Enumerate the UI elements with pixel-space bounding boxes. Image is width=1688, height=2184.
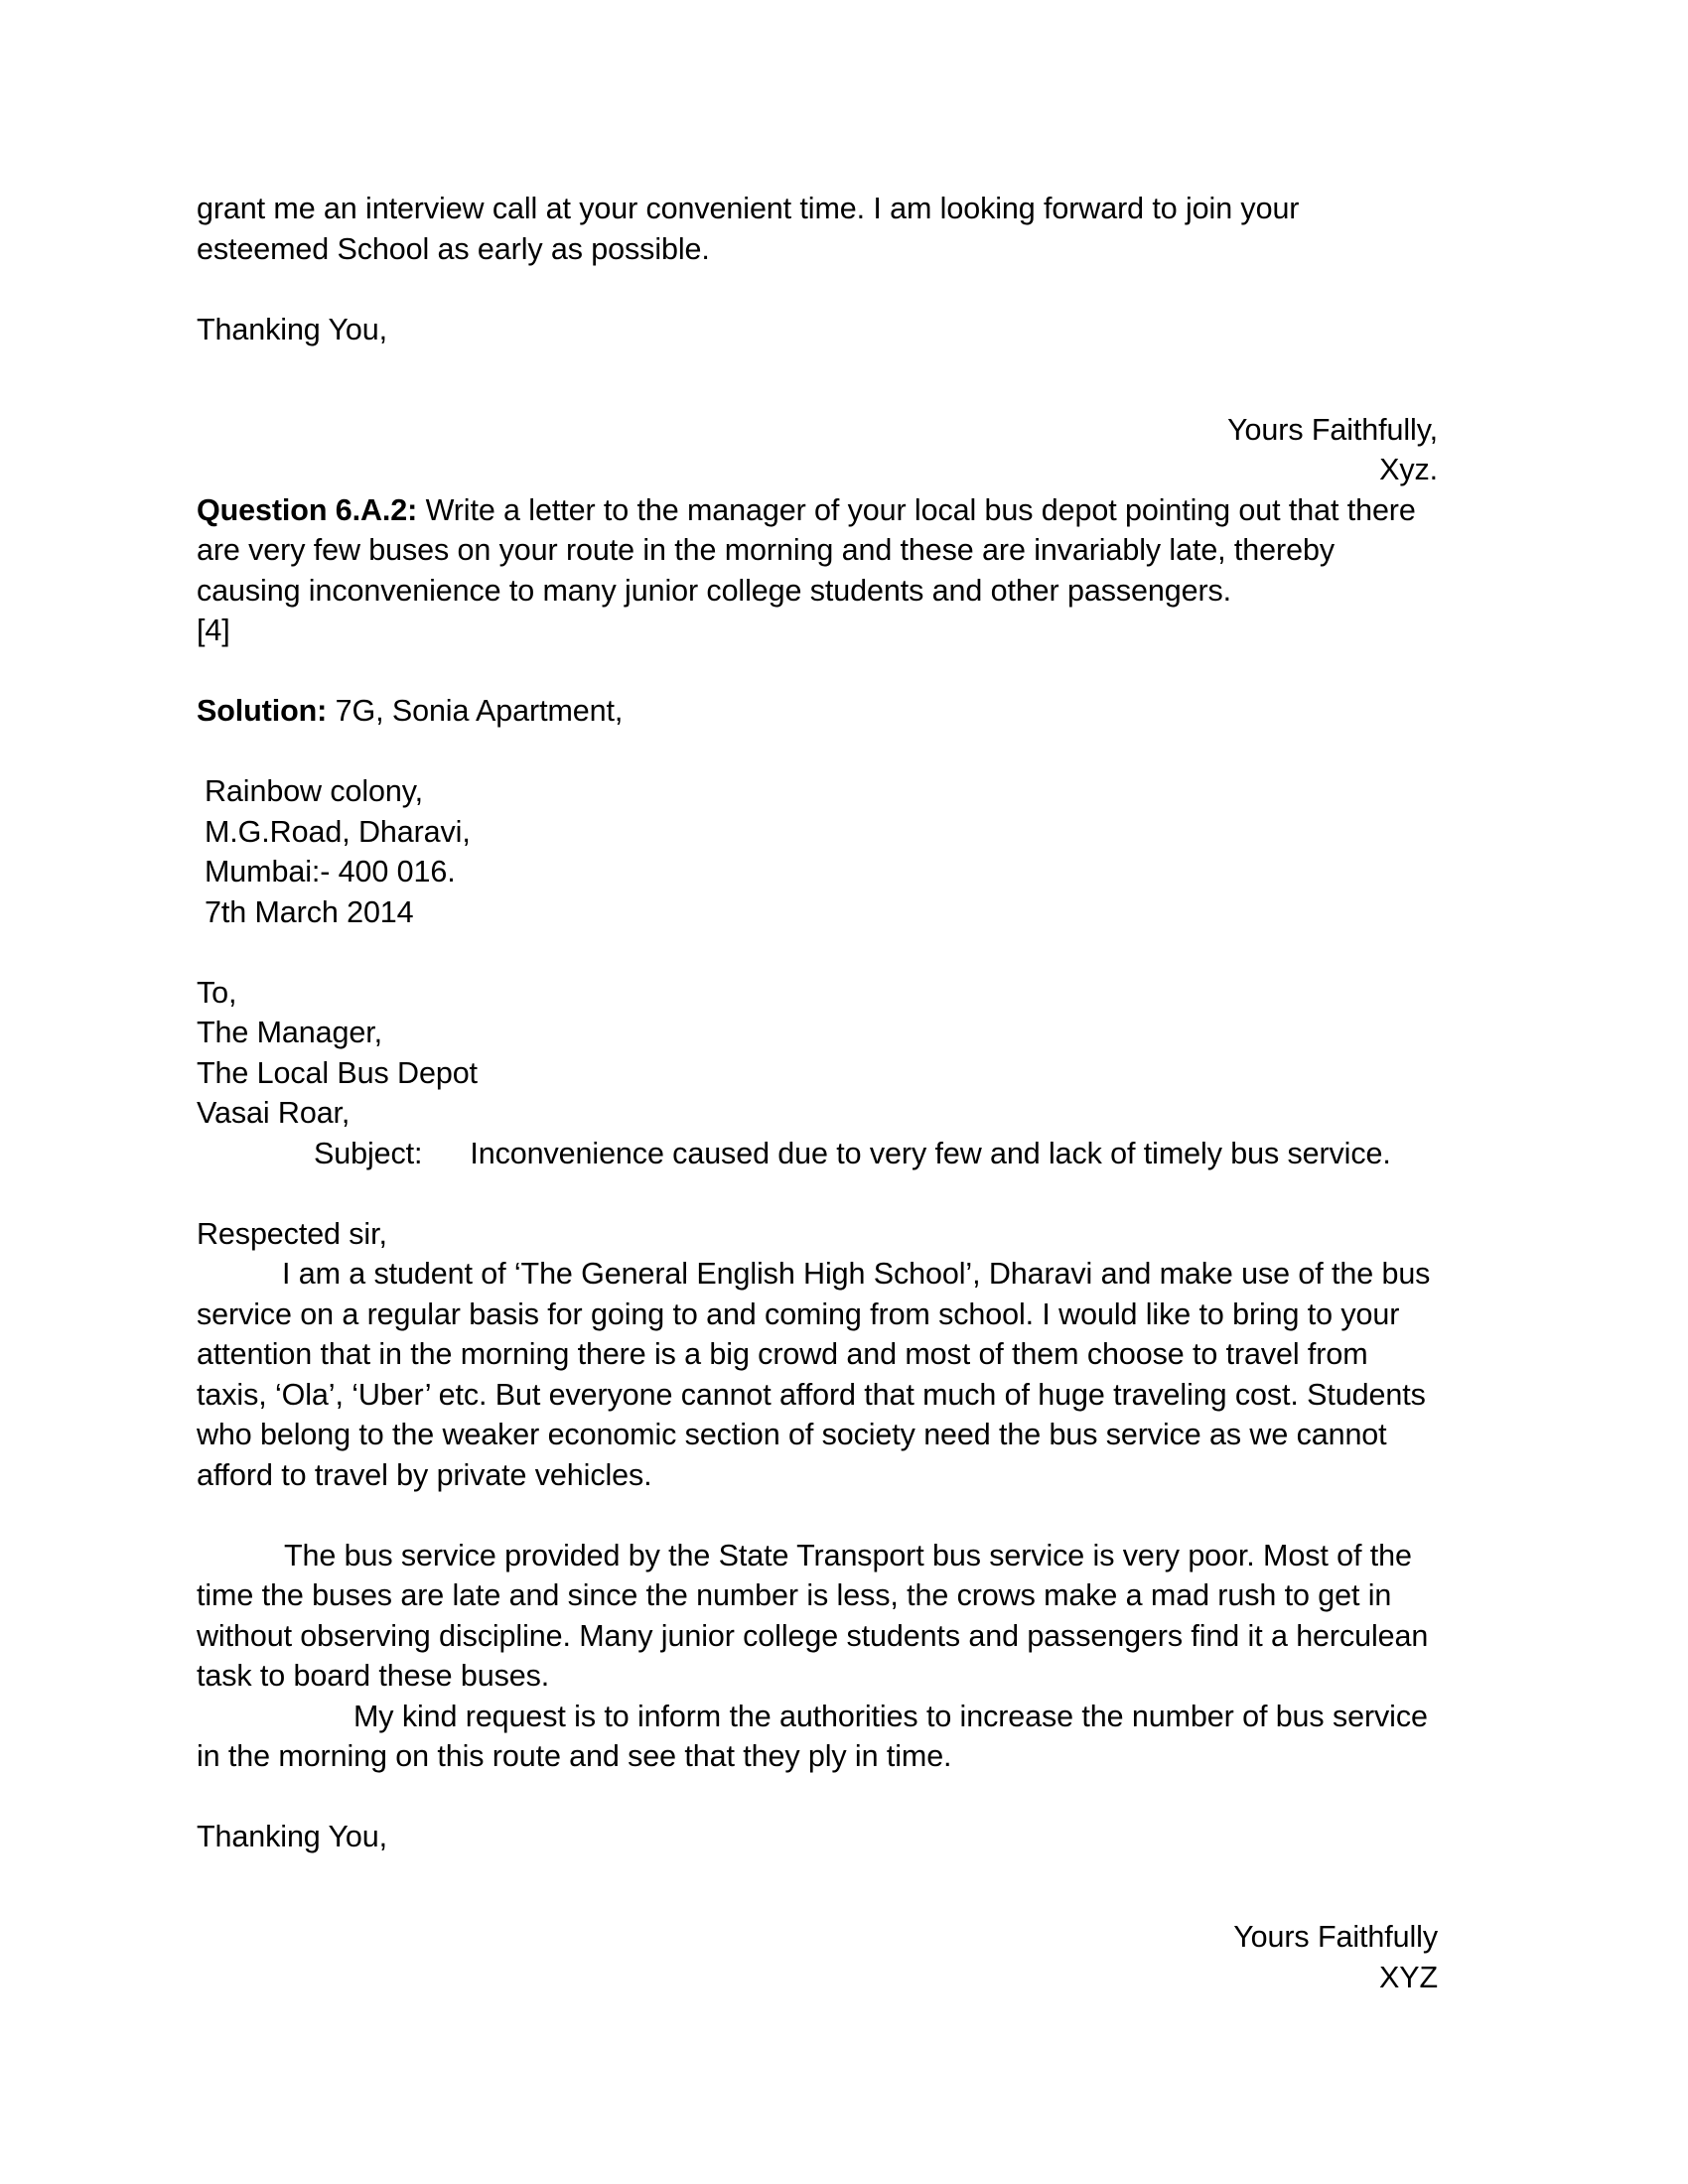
sender-address-line: M.G.Road, Dharavi,: [205, 814, 471, 849]
spacer: [197, 932, 1438, 973]
question-marks: [4]: [197, 614, 230, 647]
recipient-line: The Manager,: [197, 1016, 382, 1049]
previous-letter-thanking-line: Thanking You,: [197, 312, 388, 346]
solution-block: [197, 691, 1438, 732]
sender-address-line: Rainbow colony,: [205, 774, 424, 808]
spacer: [197, 1495, 1438, 1536]
salutation-line: Respected sir,: [197, 1216, 387, 1251]
spacer: [197, 1777, 1438, 1818]
previous-letter-closing-paragraph: grant me an interview call at your convenient time. I am looking forward to join your esteemed School as early as possible.: [197, 192, 1300, 266]
sender-date-line: 7th March 2014: [205, 894, 414, 929]
recipient-line: Vasai Roar,: [197, 1096, 351, 1130]
body-paragraph-1: [197, 1254, 1438, 1495]
body-paragraph-3: [197, 1697, 1438, 1777]
body-paragraph-3-text: My kind request is to inform the authorities to increase the number of bus service in the morning on this route and see that they ply in time.: [197, 1699, 1428, 1773]
spacer: [197, 1897, 1438, 1917]
question-block: [197, 490, 1438, 612]
closing-signature: XYZ: [1378, 1960, 1438, 1994]
body-paragraph-2-text: The bus service provided by the State Transport bus service is very poor. Most of the time the buses are late and since the number is less, the crows make a mad rush to get in without observing discipline. Many junior college students and passengers find it a herculean task to board these buses.: [197, 1538, 1429, 1693]
body-paragraph-2: [197, 1536, 1438, 1697]
previous-letter-signature: Xyz.: [1379, 453, 1438, 486]
sender-address-line: Mumbai:- 400 016.: [205, 855, 456, 888]
solution-sender-first-line: 7G, Sonia Apartment,: [327, 694, 624, 728]
recipient-line: To,: [197, 975, 237, 1010]
spacer: [197, 269, 1438, 310]
spacer: [197, 390, 1438, 410]
recipient-line: The Local Bus Depot: [197, 1055, 478, 1090]
closing-salutation: Yours Faithfully: [1233, 1920, 1438, 1954]
spacer: [197, 349, 1438, 390]
solution-label: Solution:: [197, 694, 328, 728]
question-text: Write a letter to the manager of your local bus depot pointing out that there are very few buses on your route in the morning and these are invariably late, thereby causing inconvenience to many junior college students and other passengers.: [197, 492, 1416, 608]
subject-label: Subject:: [314, 1136, 423, 1170]
spacer: [197, 651, 1438, 692]
spacer: [197, 1857, 1438, 1898]
subject-block: [197, 1134, 1438, 1174]
subject-text: Inconvenience caused due to very few and lack of timely bus service.: [470, 1136, 1391, 1170]
previous-letter-closing-salutation: Yours Faithfully,: [1227, 412, 1438, 447]
body-paragraph-1-text: I am a student of ‘The General English High School’, Dharavi and make use of the bus service on a regular basis for going to and coming from school. I would like to bring to your attention that in the morning there is a big crowd and most of them choose to travel from taxis, ‘Ola’, ‘Uber’ etc. But everyone cannot afford that much of huge traveling cost. Students who belong to the weaker economic section of society need the bus service as we cannot afford to travel by private vehicles.: [197, 1257, 1431, 1492]
document-body: [197, 189, 1438, 1997]
question-label: Question 6.A.2:: [197, 492, 418, 527]
closing-thanking-line: Thanking You,: [197, 1820, 388, 1853]
spacer: [197, 732, 1438, 772]
spacer: [197, 1173, 1438, 1214]
